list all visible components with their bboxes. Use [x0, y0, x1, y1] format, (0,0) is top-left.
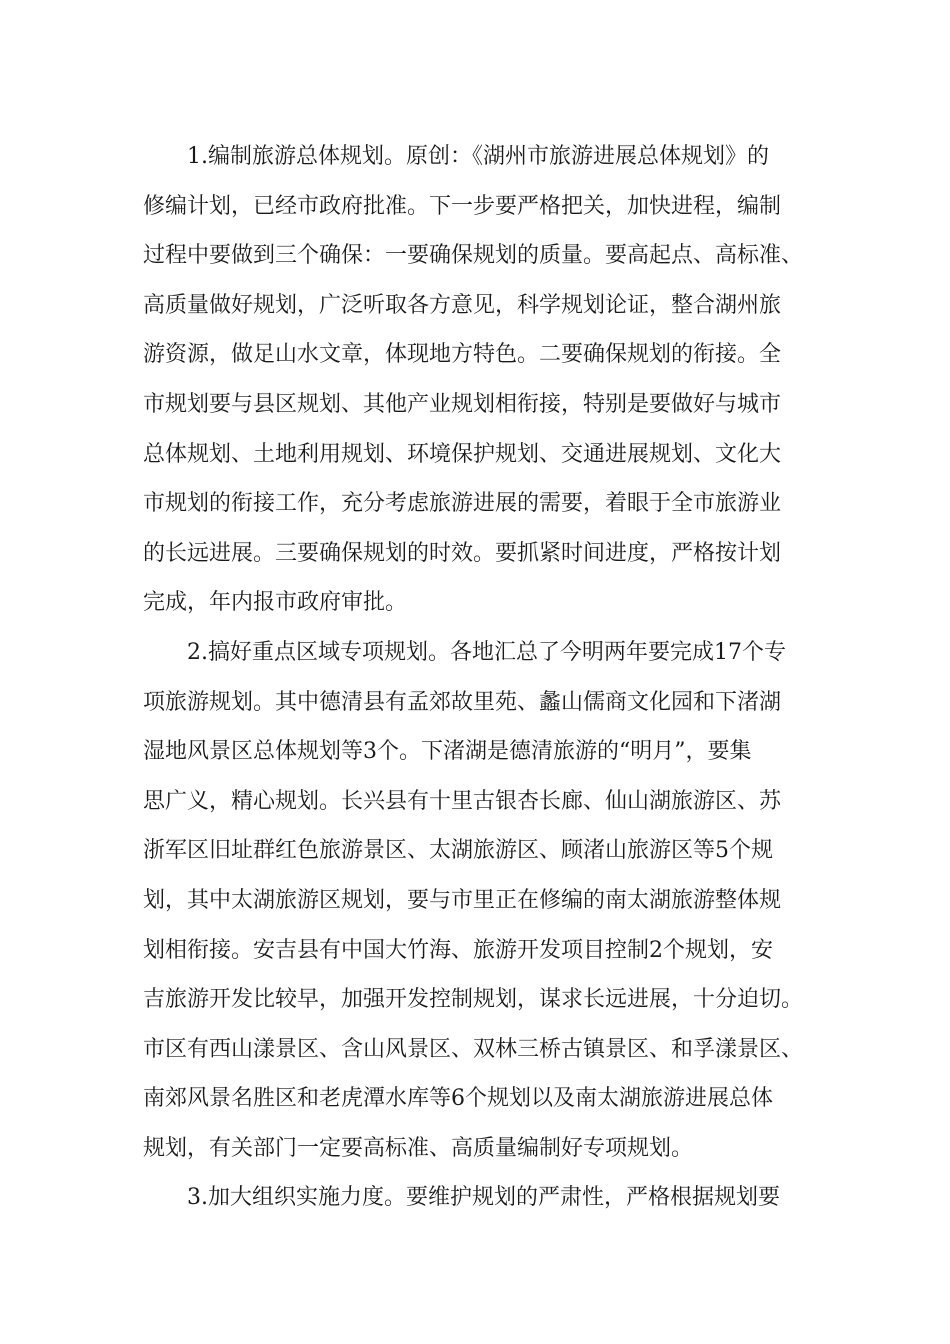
text-line: 高质量做好规划，广泛听取各方意见，科学规划论证，整合湖州旅 — [143, 292, 782, 318]
text-line: 的长远进展。三要确保规划的时效。要抓紧时间进度，严格按计划 — [143, 540, 782, 566]
text-line: 吉旅游开发比较早，加强开发控制规划，谋求长远进展，十分迫切。 — [143, 987, 804, 1013]
text-line: 3.加大组织实施力度。要维护规划的严肃性，严格根据规划要 — [187, 1185, 780, 1211]
text-line: 湿地风景区总体规划等3个。下渚湖是德清旅游的“明月”，要集 — [143, 739, 752, 765]
text-line: 浙军区旧址群红色旅游景区、太湖旅游区、顾渚山旅游区等5个规 — [143, 838, 773, 864]
text-line: 修编计划，已经市政府批准。下一步要严格把关，加快进程，编制 — [143, 193, 782, 219]
text-line: 过程中要做到三个确保：一要确保规划的质量。要高起点、高标准、 — [143, 243, 804, 269]
text-line: 思广义，精心规划。长兴县有十里古银杏长廊、仙山湖旅游区、苏 — [143, 788, 782, 814]
paragraph-1 — [143, 132, 823, 628]
text-line: 完成，年内报市政府审批。 — [143, 590, 408, 616]
text-line: 市规划的衔接工作，充分考虑旅游进展的需要，着眼于全市旅游业 — [143, 491, 782, 517]
document-body — [143, 132, 823, 1223]
text-line: 市规划要与县区规划、其他产业规划相衔接，特别是要做好与城市 — [143, 391, 782, 417]
paragraph-2 — [143, 628, 823, 1174]
text-line: 项旅游规划。其中德清县有孟郊故里苑、蠡山儒商文化园和下渚湖 — [143, 689, 782, 715]
text-line: 总体规划、土地利用规划、环境保护规划、交通进展规划、文化大 — [143, 441, 782, 467]
text-line: 南郊风景名胜区和老虎潭水库等6个规划以及南太湖旅游进展总体 — [143, 1086, 773, 1112]
text-line: 划，其中太湖旅游区规划，要与市里正在修编的南太湖旅游整体规 — [143, 887, 782, 913]
text-line: 2.搞好重点区域专项规划。各地汇总了今明两年要完成17个专 — [187, 639, 786, 665]
text-line: 市区有西山漾景区、含山风景区、双林三桥古镇景区、和孚漾景区、 — [143, 1036, 804, 1062]
text-line: 游资源，做足山水文章，体现地方特色。二要确保规划的衔接。全 — [143, 342, 782, 368]
text-line: 规划，有关部门一定要高标准、高质量编制好专项规划。 — [143, 1135, 694, 1161]
text-line: 划相衔接。安吉县有中国大竹海、旅游开发项目控制2个规划，安 — [143, 937, 773, 963]
paragraph-3 — [143, 1173, 823, 1223]
text-line: 1.编制旅游总体规划。原创：《湖州市旅游进展总体规划》的 — [187, 144, 769, 169]
